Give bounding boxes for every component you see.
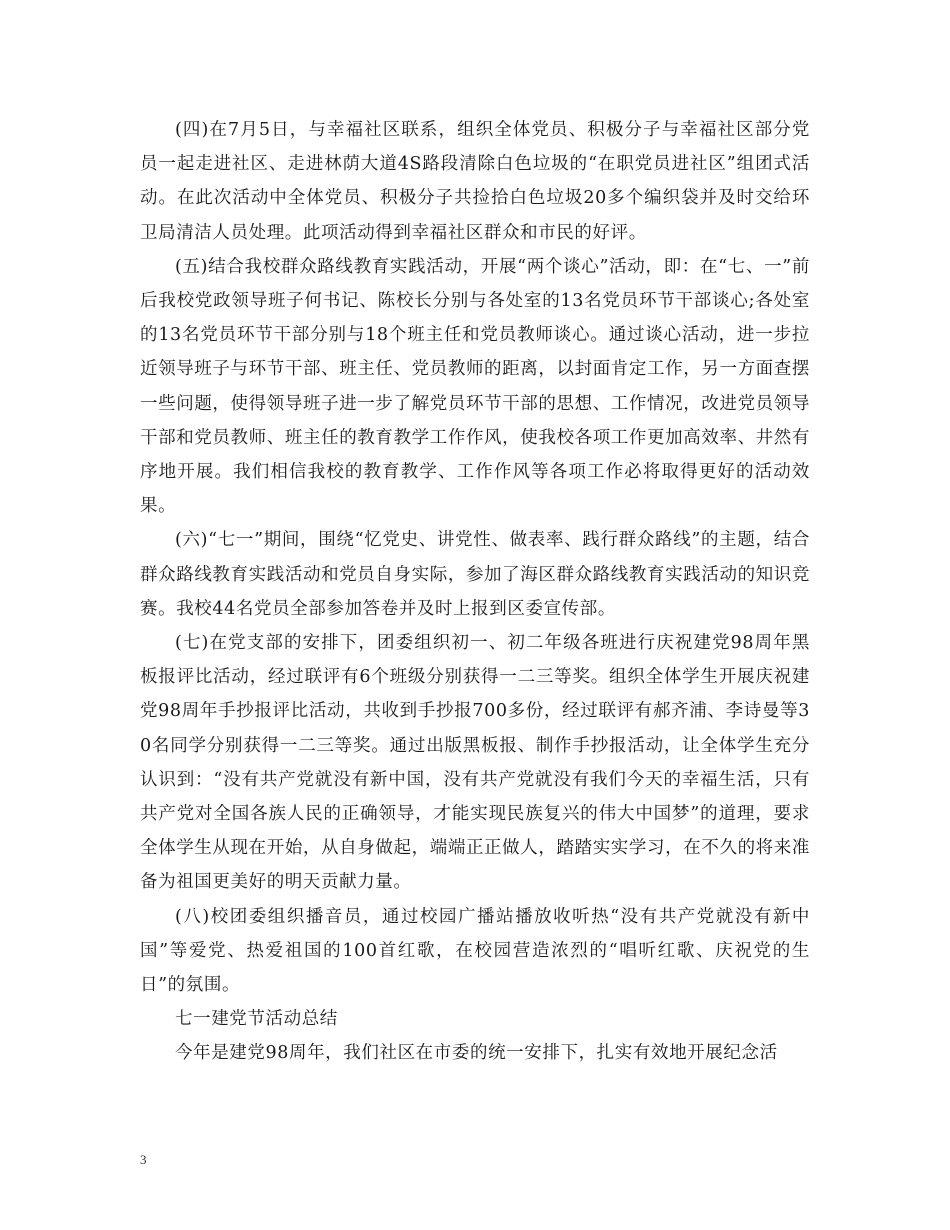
section-heading: 七一建党节活动总结 <box>175 1009 338 1030</box>
paragraph-section-6: (六)“七一”期间，围绕“忆党史、讲党性、做表率、践行群众路线”的主题，结合群众路线教育实践活动和党员自身实际，参加了海区群众路线教育实践活动的知识竞赛。我校44名党员全部参加答卷并及时上报到区委宣传部。 <box>140 530 810 619</box>
document-body <box>140 113 810 1071</box>
paragraph-intro: 今年是建党98周年，我们社区在市委的统一安排下，扎实有效地开展纪念活 <box>175 1043 778 1064</box>
paragraph-section-7: (七)在党支部的安排下，团委组织初一、初二年级各班进行庆祝建党98周年黑板报评比活动，经过联评有6个班级分别获得一二三等奖。组织全体学生开展庆祝建党98周年手抄报评比活动，共收到手抄报700多份，经过联评有郝齐浦、李诗曼等30名同学分别获得一二三等奖。通过出版黑板报、制作手抄报活动，让全体学生充分认识到：“没有共产党就没有新中国，没有共产党就没有我们今天的幸福生活，只有共产党对全国各族人民的正确领导，才能实现民族复兴的伟大中国梦”的道理，要求全体学生从现在开始，从自身做起，端端正正做人，踏踏实实学习，在不久的将来准备为祖国更美好的明天贡献力量。 <box>140 633 810 893</box>
paragraph-section-5: (五)结合我校群众路线教育实践活动，开展“两个谈心”活动，即：在“七、一”前后我校党政领导班子何书记、陈校长分别与各处室的13名党员环节干部谈心;各处室的13名党员环节干部分别与18个班主任和党员教师谈心。通过谈心活动，进一步拉近领导班子与环节干部、班主任、党员教师的距离，以封面肯定工作，另一方面查摆一些问题，使得领导班子进一步了解党员环节干部的思想、工作情况，改进党员领导干部和党员教师、班主任的教育教学工作作风，使我校各项工作更加高效率、井然有序地开展。我们相信我校的教育教学、工作作风等各项工作必将取得更好的活动效果。 <box>140 256 810 517</box>
paragraph-section-8: (八)校团委组织播音员，通过校园广播站播放收听热“没有共产党就没有新中国”等爱党、热爱祖国的100首红歌，在校园营造浓烈的“唱听红歌、庆祝党的生日”的氛围。 <box>140 906 810 996</box>
paragraph-section-4: (四)在7月5日，与幸福社区联系，组织全体党员、积极分子与幸福社区部分党员一起走进社区、走进林荫大道4S路段清除白色垃圾的“在职党员进社区”组团式活动。在此次活动中全体党员、积极分子共捡拾白色垃圾20多个编织袋并及时交给环卫局清洁人员处理。此项活动得到幸福社区群众和市民的好评。 <box>140 120 810 243</box>
page-number: 3 <box>140 1152 147 1167</box>
